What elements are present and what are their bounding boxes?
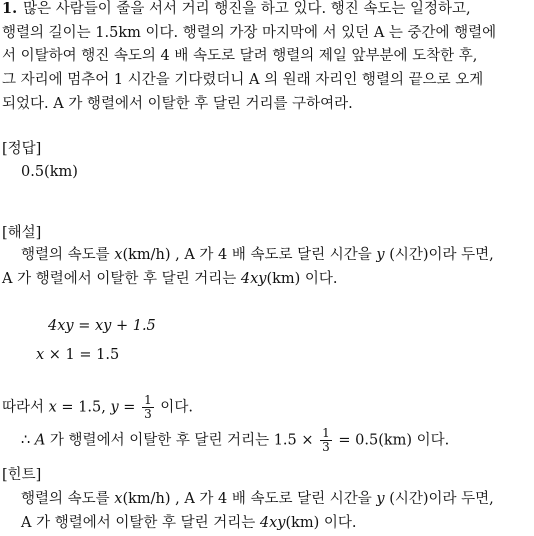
explanation-text: (km) 이다. [266, 271, 338, 287]
expression-4xy: 4xy [259, 515, 286, 531]
variable-y: y [110, 399, 119, 416]
explanation-header: [해설] [2, 225, 42, 241]
fraction-one-third [142, 394, 154, 421]
question-number: 1. [2, 0, 18, 17]
conclusion-text: 이다. [155, 399, 193, 416]
question-line-3: 서 이탈하여 행진 속도의 4 배 속도로 달려 행렬의 제일 앞부분에 도착한 후, [2, 48, 478, 64]
hint-text: A 가 행렬에서 이탈한 후 달린 거리는 [21, 515, 260, 531]
fraction-denominator: 3 [144, 407, 152, 421]
hint-line-2 [21, 514, 357, 532]
equation-lhs: x [36, 347, 45, 363]
variable-A: A [34, 432, 46, 449]
question-line-2: 행렬의 길이는 1.5km 이다. 행렬의 가장 마지막에 서 있던 A 는 중간에 행렬에 [2, 25, 497, 41]
variable-x: x [114, 247, 123, 263]
equation-rhs: × 1 = 1.5 [44, 347, 120, 363]
equation-lhs: 4xy [48, 318, 74, 334]
answer-header: [정답] [2, 141, 42, 157]
question-line-4: 그 자리에 멈추어 1 시간을 기다렸더니 A 의 원래 자리인 행렬의 끝으로 오게 [2, 72, 484, 88]
therefore-line [21, 427, 449, 454]
therefore-text: = 0.5(km) 이다. [333, 432, 450, 449]
expression-4xy: 4xy [240, 271, 267, 287]
fraction-denominator: 3 [322, 440, 330, 454]
conclusion-line [2, 394, 193, 421]
question-text: 많은 사람들이 줄을 서서 거리 행진을 하고 있다. 행진 속도는 일정하고, [23, 1, 471, 17]
variable-y: y [376, 247, 385, 263]
explanation-text: (시간)이라 두면, [384, 247, 494, 263]
question-line-5: 되었다. A 가 행렬에서 이탈한 후 달린 거리를 구하여라. [2, 96, 353, 112]
hint-header: [힌트] [2, 467, 42, 483]
variable-y: y [376, 491, 385, 507]
conclusion-text: = [118, 399, 141, 416]
equation-1 [48, 317, 156, 335]
explanation-line-1 [21, 246, 494, 264]
equation-2 [36, 346, 119, 364]
hint-text: (km/h) , A 가 4 배 속도로 달린 시간을 [122, 491, 377, 507]
therefore-symbol: ∴ [21, 432, 35, 449]
answer-value: 0.5(km) [21, 164, 78, 180]
hint-text: (시간)이라 두면, [384, 491, 494, 507]
equation-rhs: = xy + 1.5 [73, 318, 156, 334]
fraction-numerator: 1 [144, 393, 152, 407]
therefore-text: 가 행렬에서 이탈한 후 달린 거리는 1.5 × [45, 432, 319, 449]
conclusion-text: = 1.5, [56, 399, 111, 416]
fraction-numerator: 1 [322, 426, 330, 440]
hint-line-1 [21, 490, 494, 508]
variable-x: x [114, 491, 123, 507]
hint-text: (km) 이다. [285, 515, 357, 531]
explanation-text: 행렬의 속도를 [21, 247, 115, 263]
explanation-line-2 [2, 270, 338, 288]
fraction-one-third [320, 427, 332, 454]
question-line-1 [2, 0, 471, 18]
explanation-text: A 가 행렬에서 이탈한 후 달린 거리는 [2, 271, 241, 287]
hint-text: 행렬의 속도를 [21, 491, 115, 507]
explanation-text: (km/h) , A 가 4 배 속도로 달린 시간을 [122, 247, 377, 263]
conclusion-text: 따라서 [2, 399, 49, 416]
variable-x: x [48, 399, 57, 416]
